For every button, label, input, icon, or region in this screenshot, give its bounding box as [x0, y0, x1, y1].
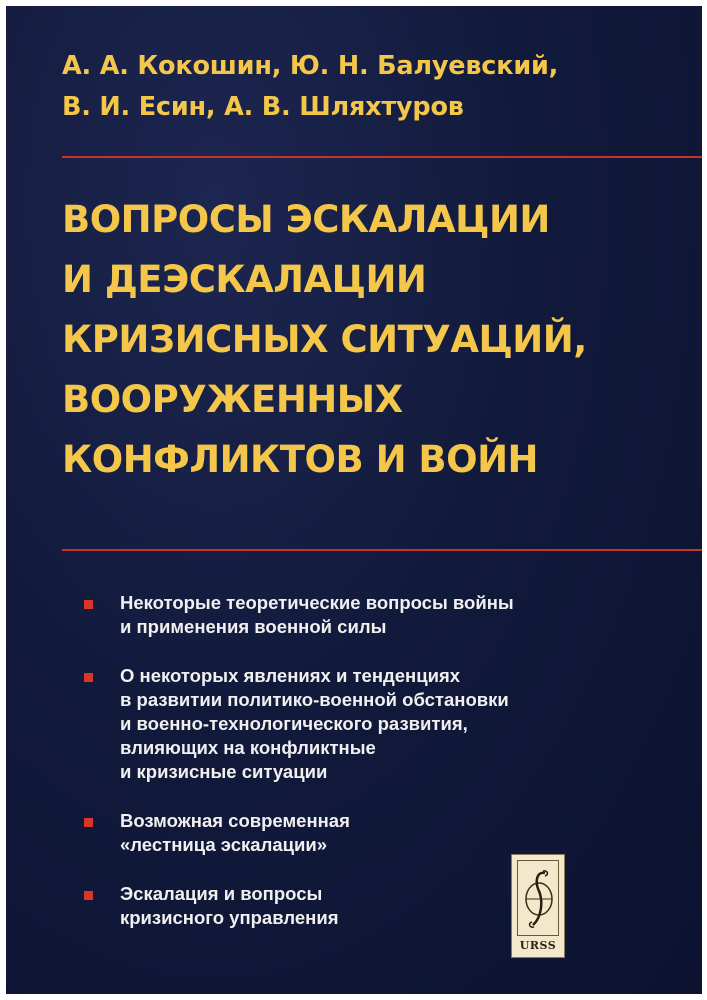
- urss-emblem-icon: [518, 861, 560, 937]
- publisher-name: URSS: [519, 939, 557, 952]
- list-item-text: кризисного управления: [120, 907, 339, 928]
- list-item-text: в развитии политико-военной обстановки: [120, 689, 509, 710]
- divider-bottom: [62, 549, 702, 551]
- book-cover: [6, 6, 702, 994]
- list-item: [84, 664, 604, 784]
- authors: [62, 46, 662, 128]
- list-item-text: Возможная современная: [120, 810, 350, 831]
- divider-top: [62, 156, 702, 158]
- list-item-text: и применения военной силы: [120, 616, 387, 637]
- bullet-square-icon: [84, 673, 93, 682]
- list-item-text: и кризисные ситуации: [120, 761, 328, 782]
- bullet-square-icon: [84, 891, 93, 900]
- title-line: КРИЗИСНЫХ СИТУАЦИЙ,: [62, 318, 587, 361]
- title-line: ВООРУЖЕННЫХ: [62, 378, 403, 421]
- title-line: ВОПРОСЫ ЭСКАЛАЦИИ: [62, 198, 550, 241]
- list-item-text: Некоторые теоретические вопросы войны: [120, 592, 514, 613]
- list-item-text: «лестница эскалации»: [120, 834, 328, 855]
- book-title: [62, 190, 692, 490]
- list-item-text: Эскалация и вопросы: [120, 883, 323, 904]
- list-item: [84, 809, 604, 857]
- bullet-square-icon: [84, 818, 93, 827]
- bullet-square-icon: [84, 600, 93, 609]
- urss-logo-icon: [511, 854, 565, 958]
- title-line: И ДЕЭСКАЛАЦИИ: [62, 258, 427, 301]
- title-line: КОНФЛИКТОВ И ВОЙН: [62, 438, 539, 481]
- authors-line: А. А. Кокошин, Ю. Н. Балуевский,: [62, 51, 559, 81]
- list-item-text: влияющих на конфликтные: [120, 737, 376, 758]
- list-item-text: и военно-технологического развития,: [120, 713, 468, 734]
- list-item-text: О некоторых явлениях и тенденциях: [120, 665, 461, 686]
- authors-line: В. И. Есин, А. В. Шляхтуров: [62, 92, 464, 122]
- list-item: [84, 591, 604, 639]
